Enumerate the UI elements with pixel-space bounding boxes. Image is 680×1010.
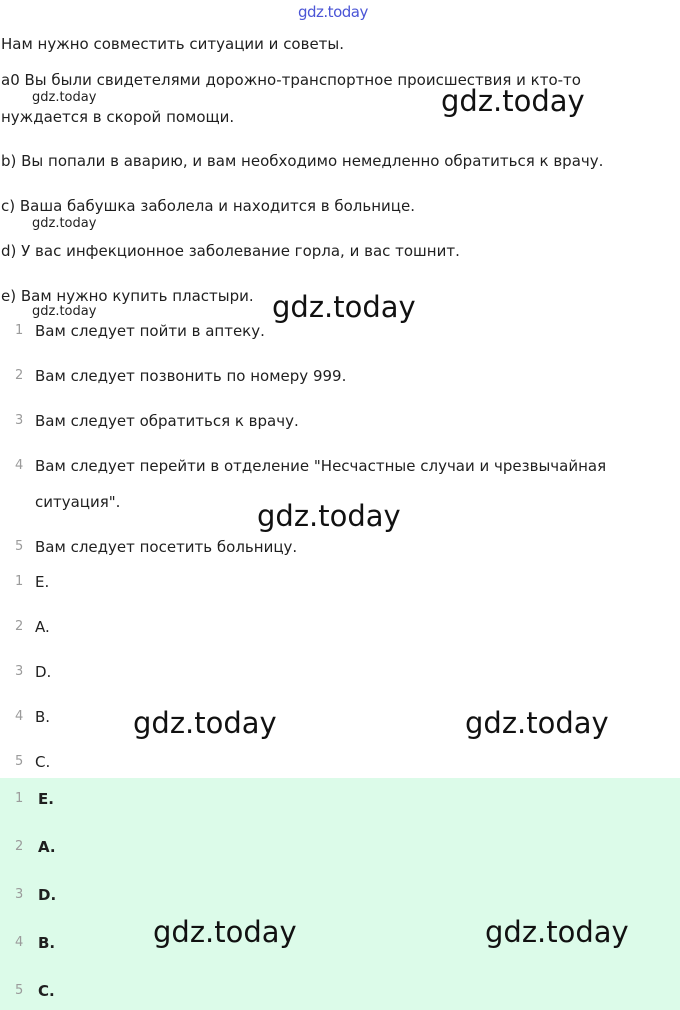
watermark: gdz.today bbox=[272, 290, 416, 324]
list-number: 5 bbox=[15, 983, 24, 998]
situation-b: b) Вы попали в аварию, и вам необходимо немедленно обратиться к врачу. bbox=[1, 152, 604, 170]
situation-e: e) Вам нужно купить пластыри. bbox=[1, 287, 254, 305]
answer-text: E. bbox=[38, 790, 54, 808]
list-number: 1 bbox=[15, 323, 24, 338]
answer-text: B. bbox=[35, 708, 51, 726]
answer-text: E. bbox=[35, 573, 50, 591]
watermark: gdz.today bbox=[133, 706, 277, 740]
list-number: 4 bbox=[15, 709, 24, 724]
list-text: ситуация". bbox=[35, 493, 121, 511]
list-text: Вам следует посетить больницу. bbox=[35, 538, 298, 556]
list-number: 2 bbox=[15, 368, 24, 383]
answer-text: D. bbox=[38, 886, 57, 904]
answer-panel bbox=[0, 778, 680, 1010]
list-number: 1 bbox=[15, 574, 24, 589]
list-number: 3 bbox=[15, 887, 24, 902]
answer-text: A. bbox=[38, 838, 56, 856]
list-text: Вам следует позвонить по номеру 999. bbox=[35, 367, 347, 385]
answer-text: B. bbox=[38, 934, 56, 952]
list-number: 3 bbox=[15, 413, 24, 428]
answer-text: C. bbox=[38, 982, 55, 1000]
situation-a-line1: а0 Вы были свидетелями дорожно-транспортное происшествия и кто-то bbox=[1, 71, 581, 89]
situation-d: d) У вас инфекционное заболевание горла, и вас тошнит. bbox=[1, 242, 460, 260]
watermark: gdz.today bbox=[257, 499, 401, 533]
answer-text: D. bbox=[35, 663, 52, 681]
answer-text: A. bbox=[35, 618, 50, 636]
site-logo[interactable]: gdz.today bbox=[298, 3, 368, 21]
list-number: 1 bbox=[15, 791, 24, 806]
list-text: Вам следует перейти в отделение "Несчастные случаи и чрезвычайная bbox=[35, 457, 607, 475]
list-number: 2 bbox=[15, 839, 24, 854]
watermark: gdz.today bbox=[32, 216, 97, 231]
watermark: gdz.today bbox=[441, 84, 585, 118]
list-text: Вам следует обратиться к врачу. bbox=[35, 412, 299, 430]
intro-text: Нам нужно совместить ситуации и советы. bbox=[1, 35, 345, 53]
watermark: gdz.today bbox=[32, 304, 97, 319]
list-text: Вам следует пойти в аптеку. bbox=[35, 322, 265, 340]
watermark: gdz.today bbox=[465, 706, 609, 740]
watermark: gdz.today bbox=[485, 915, 629, 949]
situation-c: c) Ваша бабушка заболела и находится в больнице. bbox=[1, 197, 416, 215]
list-number: 4 bbox=[15, 458, 24, 473]
list-number: 2 bbox=[15, 619, 24, 634]
watermark: gdz.today bbox=[32, 90, 97, 105]
situation-a-line2: нуждается в скорой помощи. bbox=[1, 108, 235, 126]
list-number: 5 bbox=[15, 539, 24, 554]
list-number: 4 bbox=[15, 935, 24, 950]
watermark: gdz.today bbox=[153, 915, 297, 949]
answer-text: C. bbox=[35, 753, 51, 771]
list-number: 3 bbox=[15, 664, 24, 679]
list-number: 5 bbox=[15, 754, 24, 769]
